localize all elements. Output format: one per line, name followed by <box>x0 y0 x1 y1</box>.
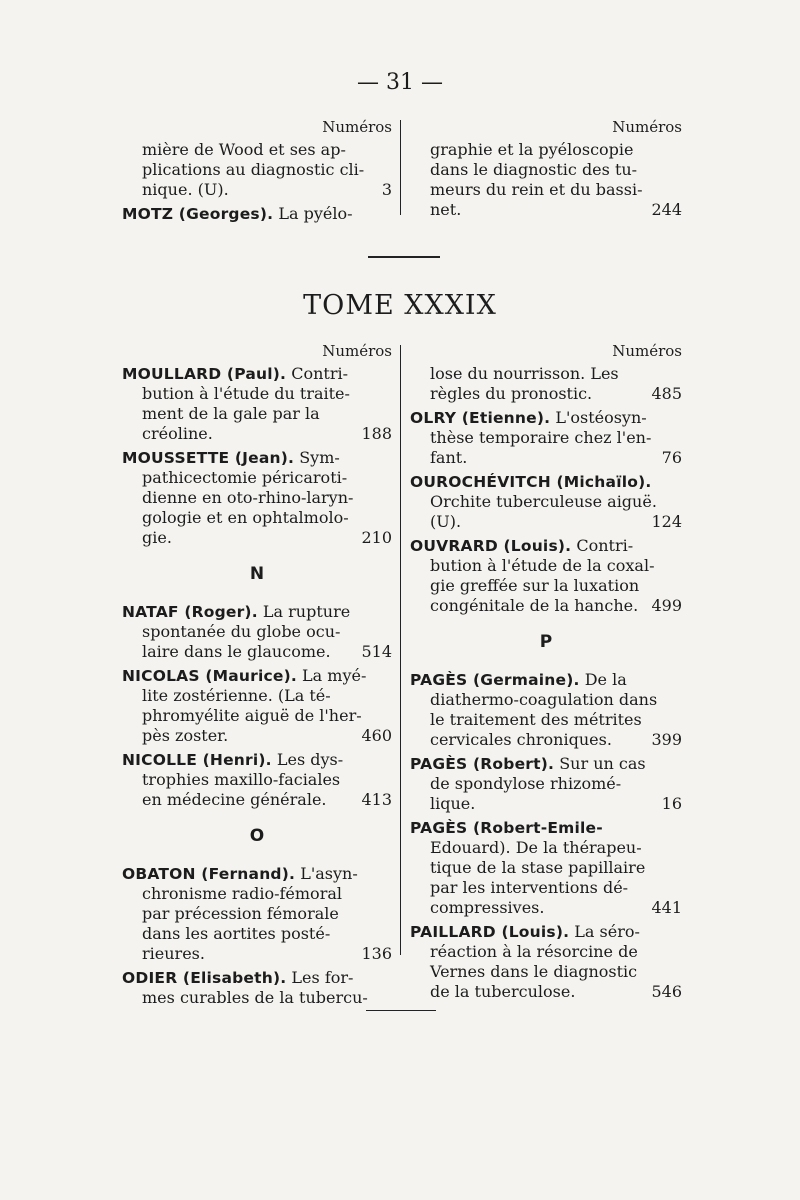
entry-last-line <box>410 898 682 918</box>
column-header: Numéros <box>322 342 392 360</box>
author-name: MOTZ (Georges). <box>122 205 274 223</box>
entry-number: 413 <box>361 790 392 809</box>
entry-number: 546 <box>651 982 682 1001</box>
title-text: Sym- <box>294 448 340 467</box>
title-line: cervicales chroniques. <box>430 730 612 749</box>
entry-number: 485 <box>651 384 682 403</box>
letter-heading-p: P <box>539 632 553 652</box>
title-line: graphie et la pyéloscopie <box>430 140 634 159</box>
title-line: Vernes dans le diagnostic <box>430 962 638 981</box>
title-line: tique de la stase papillaire <box>430 858 646 877</box>
entry-number <box>386 988 392 1008</box>
title-text: L'ostéosyn- <box>550 408 647 427</box>
entry-last-line <box>410 512 682 532</box>
entry-number: 124 <box>651 512 682 531</box>
letter-heading-o: O <box>249 826 265 846</box>
title-text: La rupture <box>257 602 351 621</box>
entry-last-line <box>410 200 682 220</box>
author-name: MOULLARD (Paul). <box>122 365 287 383</box>
entry-first-line <box>122 666 392 686</box>
index-entry <box>122 140 392 200</box>
entry-last-line <box>410 982 682 1002</box>
title-line: dienne en oto-rhino-laryn- <box>142 488 354 507</box>
entry-number: 399 <box>651 730 682 749</box>
entry-last-line <box>410 384 682 404</box>
entry-number: 514 <box>361 642 392 661</box>
entry-number: 188 <box>361 424 392 443</box>
entry-number: 441 <box>651 898 682 917</box>
title-line: mière de Wood et ses ap- <box>142 140 346 159</box>
index-entry <box>410 472 682 532</box>
top-left-column <box>122 118 392 228</box>
index-entry <box>410 754 682 814</box>
title-line: thèse temporaire chez l'en- <box>430 428 652 447</box>
entry-first-line <box>410 922 682 942</box>
title-text: La pyélo- <box>273 204 353 223</box>
author-name: OBATON (Fernand). <box>122 865 296 883</box>
entry-last-line <box>122 424 392 444</box>
title-text: Les dys- <box>271 750 344 769</box>
index-entry <box>410 140 682 220</box>
entry-number: 244 <box>651 200 682 219</box>
title-line: congénitale de la hanche. <box>430 596 639 615</box>
title-line: (U). <box>430 512 462 531</box>
title-line: règles du pronostic. <box>430 384 593 403</box>
title-line: lique. <box>430 794 476 813</box>
entry-last-line <box>122 988 392 1008</box>
column-divider <box>400 120 401 215</box>
index-entry <box>122 204 392 224</box>
title-line: net. <box>430 200 462 219</box>
author-name: PAGÈS (Robert-Emile- <box>410 819 603 837</box>
entry-first-line <box>122 602 392 622</box>
index-entry <box>410 922 682 1002</box>
entry-first-line <box>122 864 392 884</box>
title-line: le traitement des métrites <box>430 710 642 729</box>
index-entry <box>410 408 682 468</box>
author-name: OLRY (Etienne). <box>410 409 551 427</box>
title-line: de la tuberculose. <box>430 982 576 1001</box>
title-line: par précession fémorale <box>142 904 339 923</box>
column-header: Numéros <box>612 118 682 136</box>
title-line: meurs du rein et du bassi- <box>430 180 643 199</box>
title-line: gie. <box>142 528 172 547</box>
entry-number: 136 <box>361 944 392 963</box>
entry-first-line <box>410 408 682 428</box>
index-entry <box>410 670 682 750</box>
entry-last-line <box>410 794 682 814</box>
author-name: ODIER (Elisabeth). <box>122 969 287 987</box>
title-line: pathicectomie péricaroti- <box>142 468 348 487</box>
title-text: L'asyn- <box>295 864 358 883</box>
title-line: trophies maxillo-faciales <box>142 770 341 789</box>
entry-last-line <box>122 790 392 810</box>
index-entry <box>122 448 392 548</box>
index-entry <box>122 968 392 1008</box>
author-name: OUROCHÉVITCH (Michaïlo). <box>410 473 652 491</box>
entry-number: 460 <box>361 726 392 745</box>
entry-number: 3 <box>381 180 392 199</box>
author-name: OUVRARD (Louis). <box>410 537 572 555</box>
right-column <box>410 342 682 1006</box>
title-line: compressives. <box>430 898 545 917</box>
title-line: nique. (U). <box>142 180 229 199</box>
entry-last-line <box>122 944 392 964</box>
entry-number: 499 <box>651 596 682 615</box>
entry-first-line <box>410 818 682 838</box>
title-text: Sur un cas <box>554 754 646 773</box>
title-line: Edouard). De la thérapeu- <box>430 838 642 857</box>
title-line: lose du nourrisson. Les <box>430 364 619 383</box>
title-text: La myé- <box>296 666 367 685</box>
entry-first-line <box>122 448 392 468</box>
title-line: spontanée du globe ocu- <box>142 622 341 641</box>
entry-last-line <box>122 642 392 662</box>
entry-first-line <box>122 204 392 224</box>
entry-first-line <box>122 364 392 384</box>
index-entry <box>410 364 682 404</box>
entry-last-line <box>122 528 392 548</box>
entry-last-line <box>122 180 392 200</box>
title-line: Orchite tuberculeuse aiguë. <box>430 492 657 511</box>
author-name: MOUSSETTE (Jean). <box>122 449 295 467</box>
column-header: Numéros <box>322 118 392 136</box>
title-line: bution à l'étude de la coxal- <box>430 556 655 575</box>
entry-first-line <box>410 670 682 690</box>
column-divider <box>400 345 401 955</box>
title-line: rieures. <box>142 944 205 963</box>
index-entry <box>410 536 682 616</box>
title-line: gie greffée sur la luxation <box>430 576 640 595</box>
entry-last-line <box>122 726 392 746</box>
title-line: en médecine générale. <box>142 790 327 809</box>
title-line: pès zoster. <box>142 726 229 745</box>
entry-first-line <box>122 968 392 988</box>
title-line: gologie et en ophtalmolo- <box>142 508 349 527</box>
author-name: NATAF (Roger). <box>122 603 258 621</box>
column-header: Numéros <box>612 342 682 360</box>
title-line: phromyélite aiguë de l'her- <box>142 706 362 725</box>
title-line: dans le diagnostic des tu- <box>430 160 638 179</box>
title-line: réaction à la résorcine de <box>430 942 638 961</box>
title-line: bution à l'étude du traite- <box>142 384 350 403</box>
title-line: créoline. <box>142 424 213 443</box>
author-name: NICOLAS (Maurice). <box>122 667 297 685</box>
left-column <box>122 342 392 1012</box>
index-entry <box>122 364 392 444</box>
title-text: Contri- <box>286 364 349 383</box>
title-line: ment de la gale par la <box>142 404 320 423</box>
title-line: lite zostérienne. (La té- <box>142 686 331 705</box>
index-entry <box>122 864 392 964</box>
author-name: PAGÈS (Germaine). <box>410 671 580 689</box>
section-divider <box>368 256 440 258</box>
entry-last-line <box>410 448 682 468</box>
entry-first-line <box>410 472 682 492</box>
title-text: La séro- <box>569 922 640 941</box>
title-line: chronisme radio-fémoral <box>142 884 342 903</box>
entry-first-line <box>410 754 682 774</box>
entry-number: 210 <box>361 528 392 547</box>
page-number: — 31 — <box>357 70 443 95</box>
title-line: diathermo-coagulation dans <box>430 690 658 709</box>
tome-title: TOME XXXIX <box>303 290 497 321</box>
title-line: mes curables de la tubercu- <box>142 988 368 1007</box>
author-name: PAGÈS (Robert). <box>410 755 555 773</box>
title-line: de spondylose rhizomé- <box>430 774 622 793</box>
letter-heading-n: N <box>249 564 265 584</box>
index-entry <box>122 750 392 810</box>
entry-first-line <box>410 536 682 556</box>
title-text: Les for- <box>286 968 354 987</box>
title-line: par les interventions dé- <box>430 878 629 897</box>
title-line: dans les aortites posté- <box>142 924 331 943</box>
index-entry <box>410 818 682 918</box>
index-entry <box>122 666 392 746</box>
entry-last-line <box>410 730 682 750</box>
entry-number: 16 <box>661 794 682 813</box>
title-line: fant. <box>430 448 468 467</box>
entry-first-line <box>122 750 392 770</box>
author-name: NICOLLE (Henri). <box>122 751 272 769</box>
index-entry <box>122 602 392 662</box>
entry-last-line <box>410 596 682 616</box>
title-line: plications au diagnostic cli- <box>142 160 365 179</box>
author-name: PAILLARD (Louis). <box>410 923 570 941</box>
title-text: Contri- <box>571 536 634 555</box>
top-right-column <box>410 118 682 224</box>
bottom-rule <box>366 1010 436 1011</box>
title-text: De la <box>579 670 627 689</box>
title-line: laire dans le glaucome. <box>142 642 331 661</box>
entry-number: 76 <box>661 448 682 467</box>
